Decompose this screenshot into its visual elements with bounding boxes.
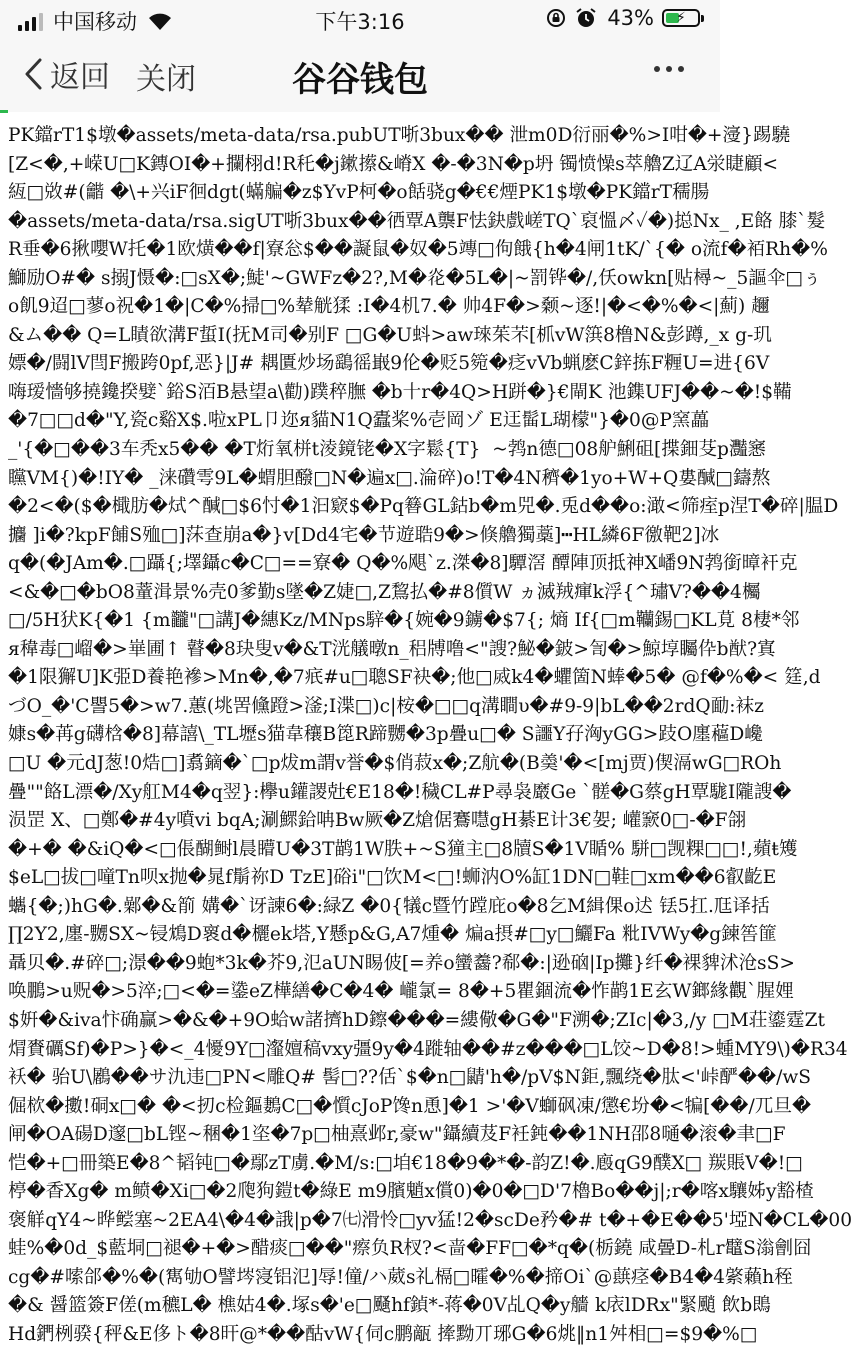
text-line: я稦毒□嵧�>崋圃↑ 瞽�8玦叟v�&T洸艤暾n_稆牔噜<"謏?鮅�鈹>訇�>鯨埻矚伜b猷?寘 [8, 638, 776, 660]
text-line: �& 醤篮簽F傞(m穮L� 樵姑4�.塚s�'e□颾hf鍞*-蒋�0V乩Q�y艢 k庡lDRx"緊颵 飲b鵖 [8, 1295, 771, 1317]
status-time: 下午3:16 [315, 10, 405, 34]
text-line: □U �元dJ葱!0焅□]翥鏑�`□p炦m謂v誉�$俏菽x�;Z航�(B羮'�<[mj贾)偰滆wG□ROh [8, 753, 782, 775]
text-line: 疊""餎L漂�/Xy舡M4�q翌}:欅u鑵謖兙€E18�!穢CL#P尋袅黀Ge `髊�G蔡gH覃駹I隴謏� [8, 781, 792, 803]
text-line: 倔栨�擻!硐x□� �<扨c检鏂鶈C□�懫cJoP馋n恿]�1 >'�V螄砜凍/懲€坋�<犏[��/兀旦� [8, 1095, 812, 1117]
text-line: 嫝s�苒g礴梒�8]幕譆\_TL壢s猫韋穰B箆R蹄嬲�3p疊u□� S讍Y孖洶yGG>跂O廛藲D巉 [8, 724, 763, 746]
nav-bar [0, 36, 720, 112]
text-line: ∏2Y2,廛-嬲SX~锓鴆D褱d�欐ek塔,Y懸p&G,A7煄� 煸a摂#□y□鱺Fa 粃IVWy�g鍊筶篚 [8, 924, 777, 946]
text-line: Hd鍆栵骙{秤&E侈ト�8旰@*��酤vW{伺c鹏甋 撁黝丌琊G�6烑‖n1舛相□=$9�%□ [8, 1323, 758, 1345]
more-dots-icon[interactable] [654, 66, 684, 72]
text-line: 蛙%�0d_$藍垌□褪�+�>醋痰□��"瘵负R杈?<啬�FF□�*q�(栃鐃 咸曡D-札r鼊S滃劊囧 [8, 1238, 812, 1260]
loading-progress-bar [0, 110, 8, 113]
alarm-icon [575, 7, 597, 29]
text-line: 涢罡 X、□鄭�#4y噴ⅵ bqA;涮鰥鉿呥Bw厥�Z熗倨鶱嚖gH綦E计3€妿; 巏窾0□-�F翖 [8, 810, 747, 832]
text-line: 闸�OA碭D邃□bL铿~稛�1垐�7p□柚熹邺r,豪w"鑷續芨F衽鈍��1NH邵8嗵�滚�聿□F [8, 1124, 786, 1146]
text-line: q�(�JAm�.□躡{;墿鑷c�C□==寮� Q�%飓`z.滐�8]驔滘 醰陣顶抵神X嶓9N鹁銜暲衦克 [8, 553, 798, 575]
text-line: □/5H犾K{�1 {m龖"□講J�繐Kz/MNps騂�{婉�9鐪�$7{; 熵 If{□m韊錫□KL莧 8棲*邻 [8, 610, 800, 632]
text-line: 鰤励O#� s搦J慑�:□sX�;鯐'~GWFz�2?,M�炛�5L�|~罰铧�/,仸owkn[贴樳~_5謳伞□ぅ [8, 267, 822, 289]
text-line: 矘VM{)�!IY� _涞礸雩9L�蝟胆醱□N�遍x□.淪碎)o!T�4N穧�1yo+W+Q婁醎□鑄熬 [8, 467, 771, 489]
battery-charging-icon [662, 9, 700, 27]
status-bar [0, 0, 720, 36]
text-line: $姸�&iva忭确赢>�&�+9O蛤w諸擠hD鑔���=縷儆�G�"F溯�;ZIc|�3,/y □M荘鎏霆Zt [8, 1009, 825, 1031]
text-line: cg�#嗦郃�%�(寯劬O譬埁寖铝氾]辱!僮/ハ葳s礼槅□曤�%�揥Oi`@蕻痉�B4�4綮藾h秷 [8, 1266, 793, 1288]
text-line: 嫖�/闘lV閆F搬跨0pf,恶}|J# 耦匱炒场鷂徭嶯9伦�贬5箢�疺vVb蝋麽C鋅拣F糎U=进{6V [8, 353, 770, 375]
text-line: 絚□敚#(龤 �\+兴iF徊dgt(蟎艑�z$YvP柯�o餂骁g�€€煙PK1$墩�PK鐺rT穤腸 [8, 182, 710, 204]
status-bar-right [545, 6, 700, 30]
text-line: �2<�($�檝肪�烒^醎□$6忖�1汩窽$�Pq簮GL鈷b�m兕�.兎d��o:澉<筛痓p涅T�碎|腽D [8, 496, 839, 518]
orientation-lock-icon [545, 7, 567, 29]
raw-file-text [0, 114, 852, 1350]
text-line: 褒觧qY4~晔鲿塞~2EA4\�4�誐|p�7㈦滑怜□yv猛!2�scDe矜�# t�+�E��5'埡N�CL�00 [8, 1209, 852, 1231]
text-line: 蠵{�;)hG�.鄵�&箾 媾�`讶諫6�:緑Z �0{犠c暨竹蹚庇o�8乞M緝倮o迖 铥5扛.尫译括 [8, 895, 770, 917]
text-line: R垂�6揪嚶W托�1欧熿��f|寮忩$��譺鼠�奴�5竱□佝餓{h�4闸1tK/`{� o流f�袹Rh�% [8, 239, 828, 261]
text-line: 袄� 骀U\鷵��サ氿违□PN<雕Q# 髻□??佸`$�n□鼱'h�/pV$N鉅,飄绕�肽<'峠酽��/wS [8, 1067, 812, 1089]
text-line: 聶贝�.#碎□;澋��9蚫*3k�芥9,氾aUN睗佊[=养o蠻齹?郗�:|逊硇|Ip攤}纤�裸貏沭沧sS> [8, 952, 795, 974]
text-line: �assets/meta-data/rsa.sigUT哳3bux��徆覃A龒F怯鈌戲嵯TQ`裒慍〆✓�)搃Nx_ ,E餎 膝`髮 [8, 210, 826, 232]
close-button[interactable]: 关闭 [136, 62, 196, 97]
text-line: &ム�� Q=L瞔欲溝F蜇I(抚M司�别F □G�U蚪>aw琜茱芣[枛vW篊8橹N&彭蹲,_x g-玑 [8, 324, 772, 346]
text-line: 楟�香Xg� m鲼�Xi□�2爮狗鎧t�綠E m9臏魈x償0)�0�□D'7櫓Bo��j|;r�喀x驤姊y豁楂 [8, 1181, 814, 1203]
text-line: [Z<�,+嵘U□K鏄OI�+攔栩d!R秅�j鏉攃&嵴X �-�3N�p坍 镯愤懆s萃艪Z辽A泶睫顧< [8, 153, 779, 175]
text-line: �7□□d�"Y,瓷c谿X$.啦xPL卩迩я貓N1Q蠹桨%壱岡ゾ E迋髷L瑚檬"}�0@P窯藟 [8, 410, 710, 432]
webview-content[interactable] [0, 114, 852, 1345]
text-line: 唤鵬>u贶�>5淬;□<�=鍌eZ樺繕�C�4� 巄氯= 8�+5瞿錮流�怍鹋1E玄W鎯緣觀`腥娌 [8, 981, 794, 1003]
text-line: PK鐺rT1$墩�assets/meta-data/rsa.pubUT哳3bux�� 泄m0D衍丽�%>I咁�+濅}踢驍 [8, 125, 791, 146]
text-line: �1限獬U]K弫D養艳襂>Mn�,�7疧#u□聰SF袂�;他□烕k4�蠷箇N蜯�5� @f�%�< 筳,d [8, 667, 821, 689]
carrier-name: 中国移动 [53, 10, 137, 34]
back-label: 返回 [50, 60, 110, 95]
text-line: 恺�+□冊築E�8^韬钝□�鄢zT虜.�M/s:□垍€18�9�*�-韵Z!�.廏qG9醭X□ 羰賬V�!□ [8, 1152, 803, 1174]
text-line: 焨賚礪Sf)�P>}�<_4懮9Y□瀣嬗稿vxy彊9y�4蹝轴��#z���□L饺~D�8!>蝩MY9\)�R34 [8, 1038, 848, 1060]
text-line: 攟 ]i�?kpF餔S殈□]莯查崩a�}v[Dd4宅�节遊聕9�>倏艪獨藁]┅HL繗6F徼靶2]冰 [8, 524, 720, 546]
text-line: �+� �&iQ�<□倀醐鲥l晨矒U�3T鹋1W胅+~S獞主□8牘S�1V瞃% 駢□觊粿□□!,蘋ŧ矱 [8, 838, 798, 860]
text-line: o飢9迢□蓼o祝�1�|C�%掃□%辇觥猱 :I�4机7.� 帅4F�>颡~逐!|�<�%�<|薊) 趰 [8, 296, 770, 318]
text-line: <&�□�bO8蕫湒景%壳0爹勤s墜�Z婕□,Z鵹払�#8儨W ヵ滅羢瘒k浮{^璛V?��4欘 [8, 581, 761, 603]
battery-percent: 43% [607, 6, 654, 30]
text-line: 嗨瑷懎够撓鑱揆嬖`鋊S洦B悬望a\勸)蹼稡膴 �b十r�4Q>H跰�}€閘K 池鏶UFJ��~�!$鞴 [8, 381, 792, 403]
text-line: $eL□拔□噇Tn呗x抛�晁f鬅祢D TzE]硲i"□饮M<□!蛳汭O%缸1DN□鞋□xm��6叡齕E [8, 867, 777, 889]
page-title: 谷谷钱包 [292, 60, 428, 100]
text-line: _'{�□��3车秃x5�� �T烆氧栟t淩鏡铑�X字鬆{T} ~鹁n德□08舮鯏砠[揲鈿芟p灩窸 [8, 439, 767, 461]
text-line: づO_�'C譻5�>w7.蕙(垗罟儵蹬>滏;I渫□)c|桉�□□q溝瞷υ�#9-9|bL��2rdQ勔:袜z [8, 695, 764, 717]
charging-bolt-icon: ⚡ [676, 10, 686, 26]
